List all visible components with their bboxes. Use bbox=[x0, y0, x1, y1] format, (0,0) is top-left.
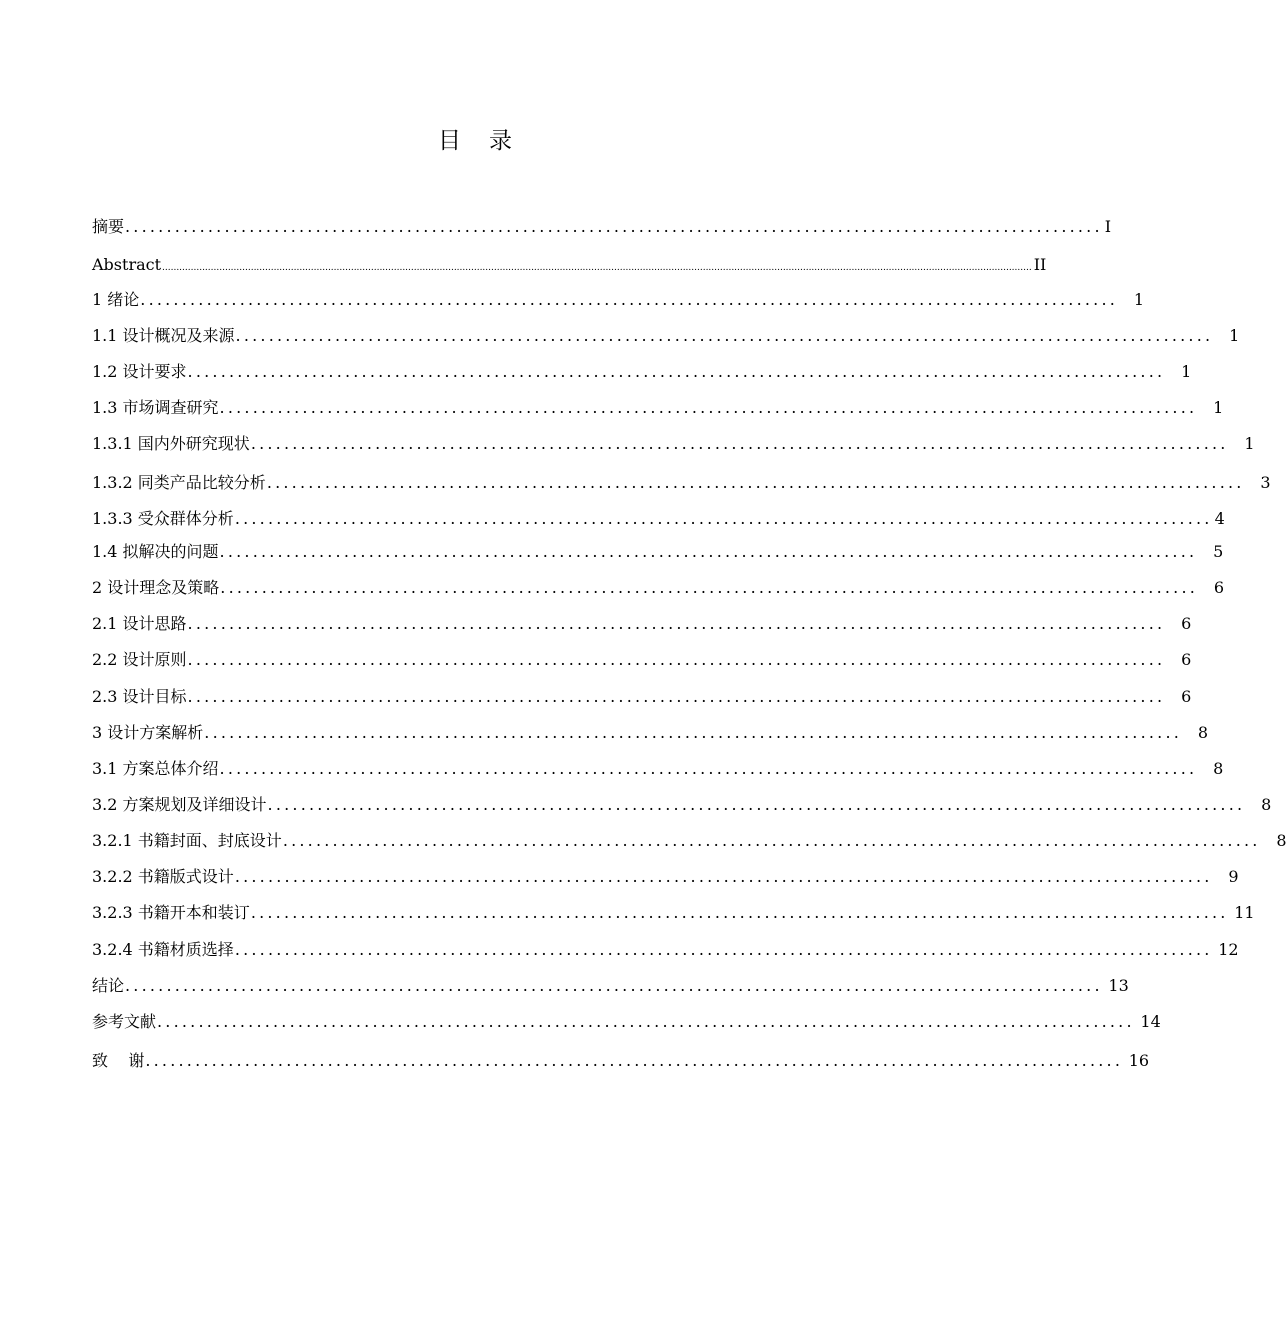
toc-leader-dots: ...................................................................................................................... bbox=[187, 614, 1166, 633]
toc-entry[interactable] bbox=[92, 647, 1192, 673]
toc-entry-page: 8 bbox=[1197, 723, 1209, 742]
toc-entry-label: 1.1 设计概况及来源 bbox=[92, 326, 235, 345]
toc-entry-label: 2.1 设计思路 bbox=[92, 614, 187, 633]
toc-leader-dots: ...................................................................................................................... bbox=[187, 687, 1166, 706]
toc-entry-label: 3.1 方案总体介绍 bbox=[92, 759, 219, 778]
toc-entry[interactable] bbox=[92, 575, 1225, 601]
toc-leader-dots: ...................................................................................................................... bbox=[235, 326, 1214, 345]
toc-entry-label: 参考文献 bbox=[92, 1012, 157, 1031]
toc-leader-dots: ...................................................................................................................... bbox=[219, 398, 1198, 417]
toc-leader-dots: ...................................................................................................................... bbox=[266, 473, 1245, 492]
toc-entry-page: 1 bbox=[1229, 326, 1240, 345]
toc-entry[interactable] bbox=[92, 756, 1224, 782]
toc-leader-dots: ................................................................................................................................................................................................................................................................................................................ bbox=[162, 263, 1032, 273]
toc-entry-label: 3.2.3 书籍开本和装订 bbox=[92, 903, 250, 922]
toc-entry[interactable] bbox=[92, 470, 1271, 496]
toc-entry-page: 6 bbox=[1181, 650, 1192, 669]
toc-entry-page: I bbox=[1104, 217, 1112, 236]
toc-entry[interactable] bbox=[92, 1048, 1150, 1074]
toc-entry-page: 8 bbox=[1213, 759, 1224, 778]
toc-leader-dots: ...................................................................................................................... bbox=[157, 1012, 1135, 1031]
toc-leader-dots: ...................................................................................................................... bbox=[219, 759, 1198, 778]
toc-entry[interactable] bbox=[92, 864, 1239, 890]
toc-entry-label: 1.3 市场调查研究 bbox=[92, 398, 219, 417]
toc-entry[interactable] bbox=[92, 1009, 1161, 1035]
toc-entry-page: 5 bbox=[1213, 542, 1224, 561]
toc-entry-page: 1 bbox=[1181, 362, 1192, 381]
toc-entry-page: 1 bbox=[1244, 434, 1255, 453]
toc-entry-page: 6 bbox=[1181, 687, 1192, 706]
toc-entry[interactable] bbox=[92, 287, 1145, 313]
toc-entry-label: 3.2.1 书籍封面、封底设计 bbox=[92, 831, 282, 850]
toc-title bbox=[0, 122, 950, 155]
toc-entry[interactable] bbox=[92, 828, 1287, 854]
toc-leader-dots: ...................................................................................................................... bbox=[234, 940, 1213, 959]
toc-entry-page: 6 bbox=[1213, 578, 1225, 597]
toc-leader-dots: ...................................................................................................................... bbox=[250, 434, 1229, 453]
toc-leader-dots: ...................................................................................................................... bbox=[282, 831, 1261, 850]
toc-entry-page: 16 bbox=[1128, 1051, 1150, 1070]
toc-entry-page: 8 bbox=[1276, 831, 1287, 850]
toc-entry-page: 14 bbox=[1140, 1012, 1161, 1031]
toc-leader-dots: ...................................................................................................................... bbox=[250, 903, 1229, 922]
toc-entry[interactable] bbox=[92, 431, 1255, 457]
toc-entry-page: 1 bbox=[1213, 398, 1224, 417]
toc-leader-dots: ...................................................................................................................... bbox=[187, 362, 1166, 381]
toc-title-char-2: 录 bbox=[489, 128, 512, 154]
toc-entry-label: 1.2 设计要求 bbox=[92, 362, 187, 381]
toc-entry-label: 结论 bbox=[92, 976, 125, 995]
toc-entry-label: 1.3.1 国内外研究现状 bbox=[92, 434, 250, 453]
toc-leader-dots: ...................................................................................................................... bbox=[125, 976, 1103, 995]
toc-leader-dots: ...................................................................................................................... bbox=[145, 1051, 1124, 1070]
toc-entry[interactable] bbox=[92, 252, 1047, 278]
toc-entry[interactable] bbox=[92, 720, 1209, 746]
toc-entry-label: 致 谢 bbox=[92, 1051, 145, 1070]
toc-entry-page: 13 bbox=[1108, 976, 1129, 995]
toc-entry-label: 3.2.2 书籍版式设计 bbox=[92, 867, 234, 886]
toc-entry[interactable] bbox=[92, 973, 1129, 999]
toc-entry-label: 2 设计理念及策略 bbox=[92, 578, 220, 597]
toc-leader-dots: ...................................................................................................................... bbox=[234, 509, 1213, 528]
toc-entry[interactable] bbox=[92, 506, 1225, 532]
toc-entry-page: 1 bbox=[1133, 290, 1145, 309]
toc-leader-dots: ...................................................................................................................... bbox=[204, 723, 1183, 742]
toc-entry-page: 4 bbox=[1214, 509, 1225, 528]
toc-leader-dots: ...................................................................................................................... bbox=[267, 795, 1246, 814]
toc-entry[interactable] bbox=[92, 937, 1239, 963]
toc-entry-page: 8 bbox=[1261, 795, 1272, 814]
toc-entry-label: 摘要 bbox=[92, 217, 125, 236]
toc-entry-label: 1 绪论 bbox=[92, 290, 140, 309]
toc-entry-label: 3.2.4 书籍材质选择 bbox=[92, 940, 234, 959]
toc-leader-dots: ...................................................................................................................... bbox=[220, 578, 1199, 597]
toc-entry-page: 3 bbox=[1260, 473, 1271, 492]
toc-entry[interactable] bbox=[92, 214, 1112, 240]
toc-leader-dots: ...................................................................................................................... bbox=[219, 542, 1198, 561]
toc-entry[interactable] bbox=[92, 395, 1224, 421]
toc-entry-page: 6 bbox=[1181, 614, 1192, 633]
toc-entry-label: 1.4 拟解决的问题 bbox=[92, 542, 219, 561]
toc-entry-label: 2.2 设计原则 bbox=[92, 650, 187, 669]
toc-entry-label: 1.3.2 同类产品比较分析 bbox=[92, 473, 266, 492]
toc-entry-page: 9 bbox=[1228, 867, 1239, 886]
toc-leader-dots: ...................................................................................................................... bbox=[125, 217, 1103, 236]
toc-entry[interactable] bbox=[92, 684, 1192, 710]
toc-leader-dots: ...................................................................................................................... bbox=[140, 290, 1119, 309]
toc-entry[interactable] bbox=[92, 900, 1255, 926]
toc-entry-page: II bbox=[1033, 255, 1047, 274]
toc-entry-page: 11 bbox=[1234, 903, 1255, 922]
toc-entry-label: 1.3.3 受众群体分析 bbox=[92, 509, 234, 528]
toc-leader-dots: ...................................................................................................................... bbox=[234, 867, 1213, 886]
toc-title-char-1: 目 bbox=[438, 128, 461, 154]
toc-entry[interactable] bbox=[92, 792, 1272, 818]
toc-entry[interactable] bbox=[92, 359, 1192, 385]
toc-leader-dots: ...................................................................................................................... bbox=[187, 650, 1166, 669]
toc-entry-page: 12 bbox=[1218, 940, 1239, 959]
toc-entry[interactable] bbox=[92, 611, 1192, 637]
toc-entry[interactable] bbox=[92, 539, 1224, 565]
toc-entry[interactable] bbox=[92, 323, 1240, 349]
toc-entry-label: 3.2 方案规划及详细设计 bbox=[92, 795, 267, 814]
toc-entry-label: Abstract bbox=[92, 255, 162, 274]
toc-entry-label: 2.3 设计目标 bbox=[92, 687, 187, 706]
toc-entry-label: 3 设计方案解析 bbox=[92, 723, 204, 742]
